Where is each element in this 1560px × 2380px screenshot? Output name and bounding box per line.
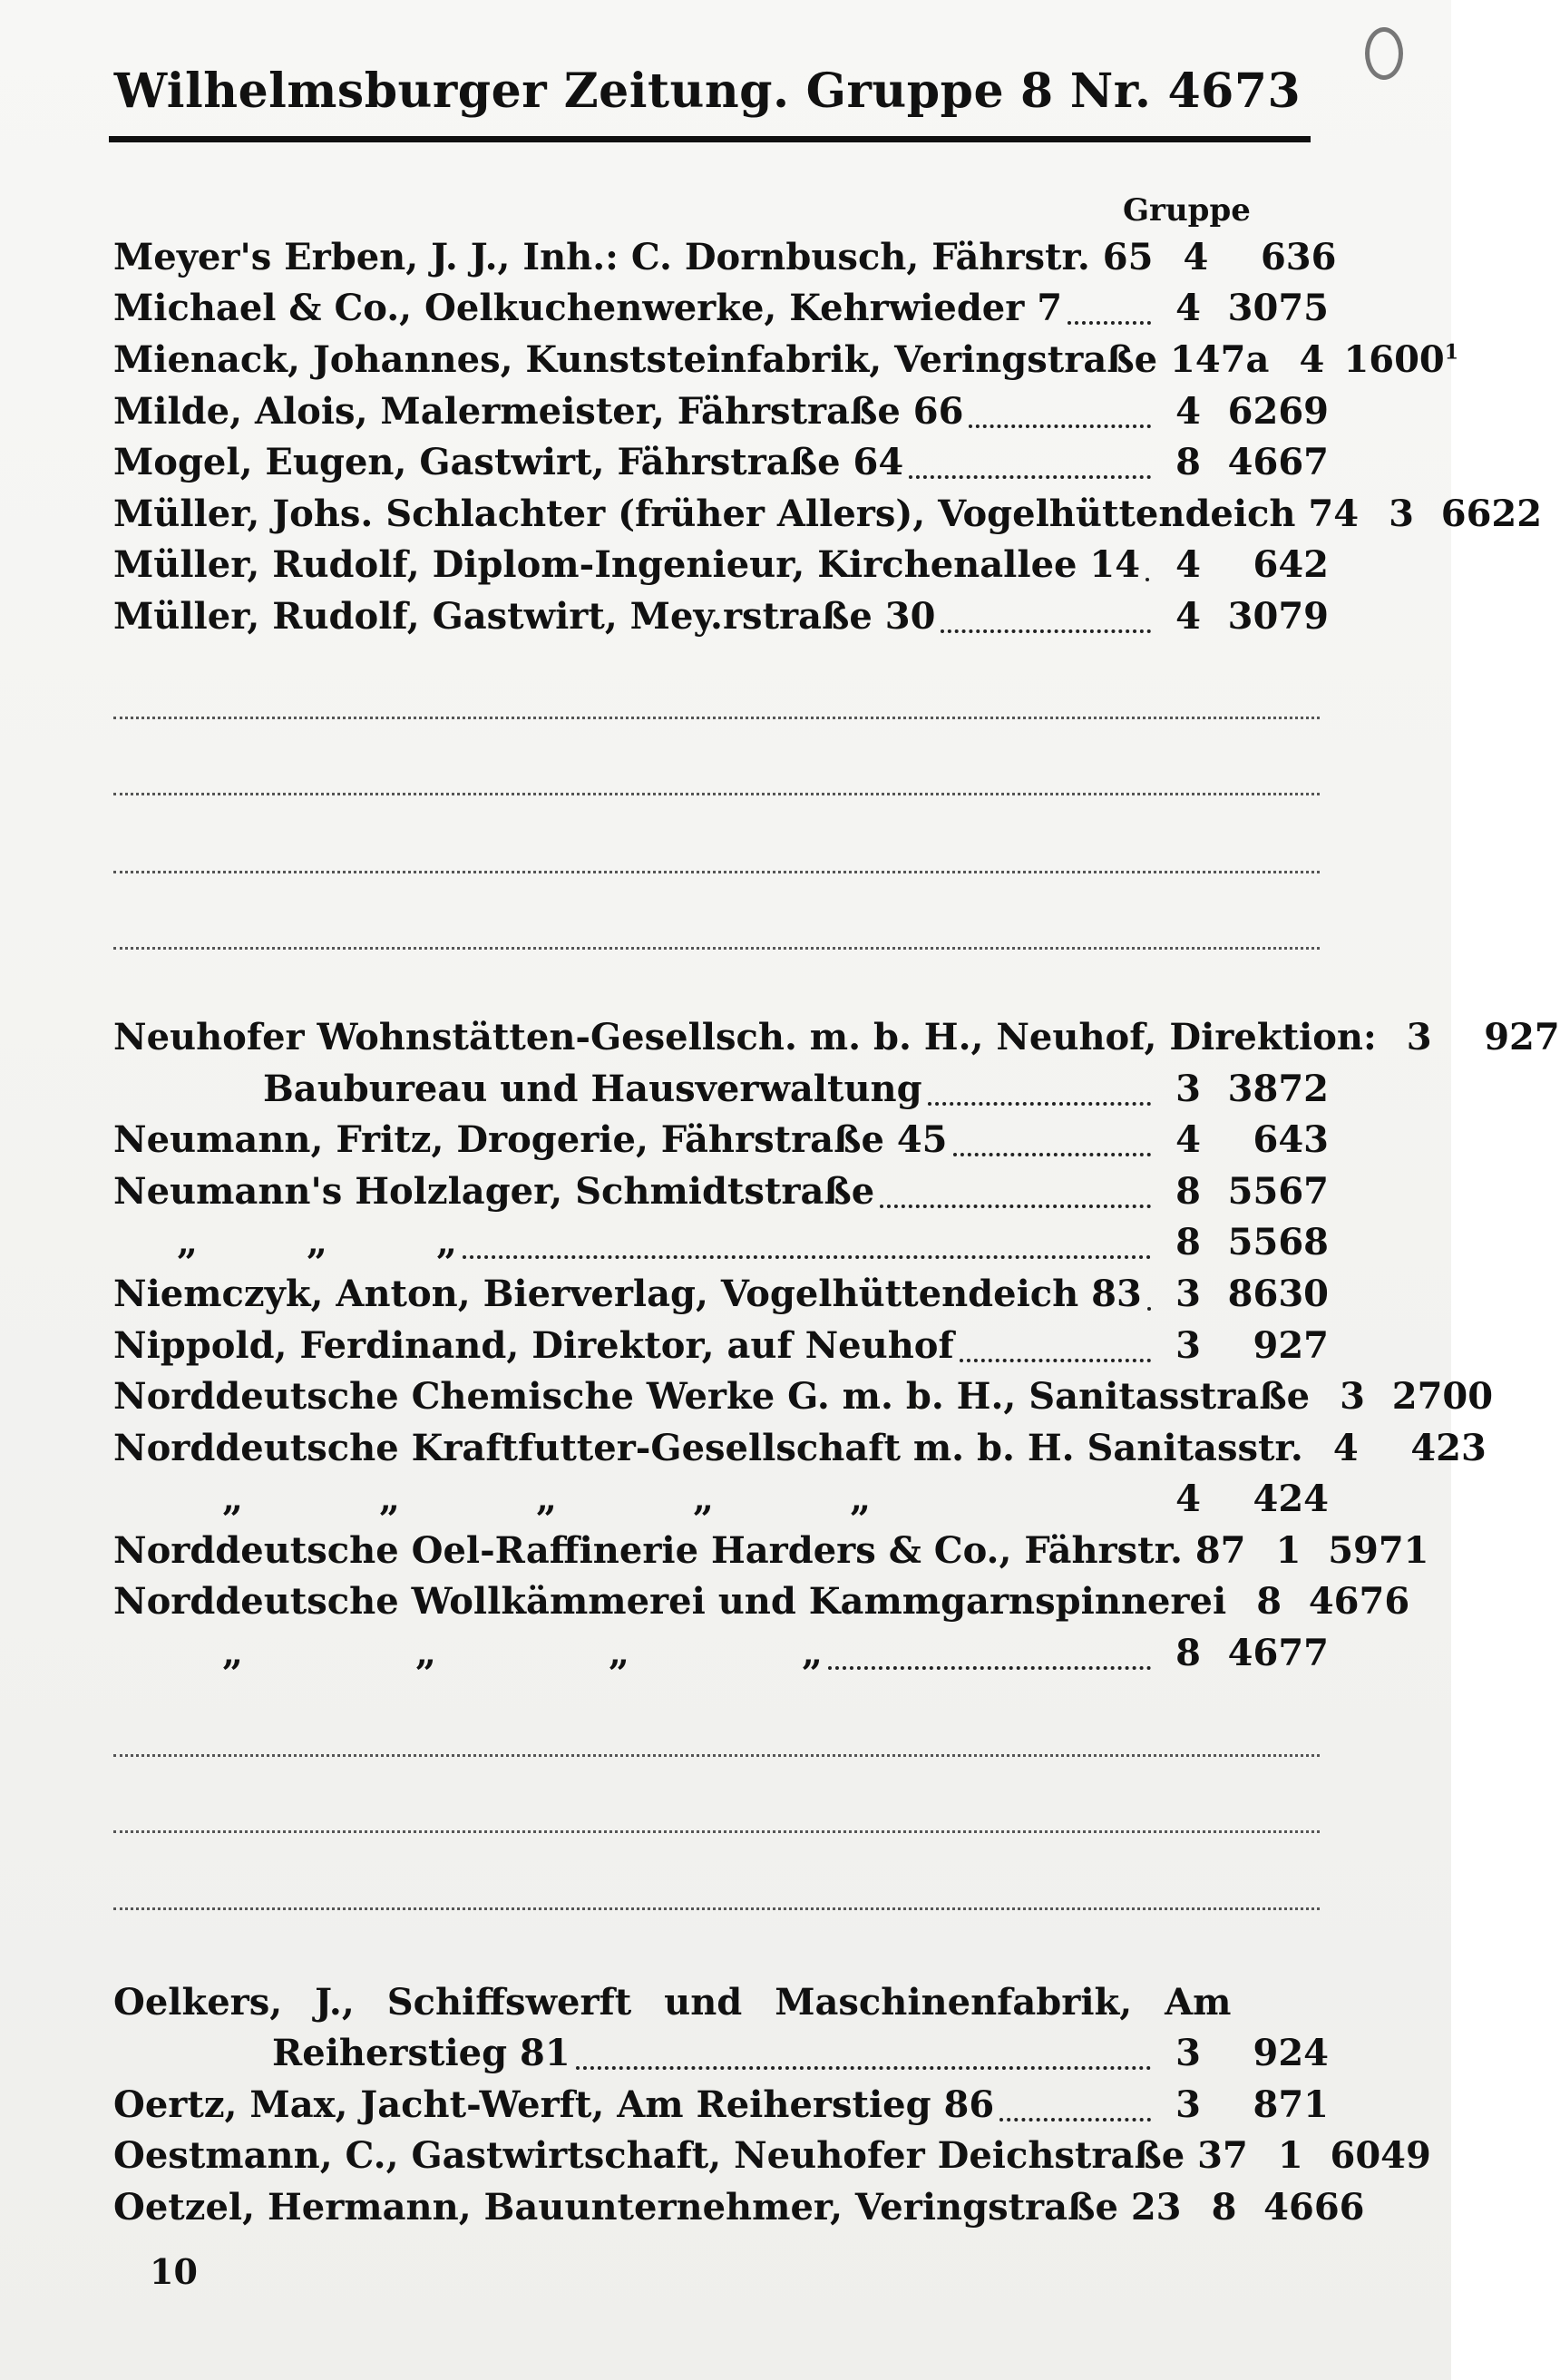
directory-entry: [113, 338, 1459, 387]
directory-entry: [113, 595, 1329, 644]
entry-name: Meyer's Erben, J. J., Inh.: C. Dornbusch, Fährstr. 65: [113, 236, 1154, 278]
ditto-mark: „: [415, 1632, 437, 1674]
dot-leader: [909, 466, 1151, 479]
entry-number: 643: [1253, 1118, 1329, 1161]
entry-name: Reiherstieg 81: [272, 2032, 570, 2074]
entry-group: 8: [1256, 1580, 1282, 1623]
entry-number: 4676: [1308, 1580, 1410, 1623]
directory-entry: [113, 390, 1329, 439]
entry-group: 3: [1406, 1016, 1432, 1058]
entry-number: 927: [1253, 1324, 1329, 1367]
entry-group: 4: [1175, 543, 1201, 586]
entry-number: 424: [1253, 1478, 1329, 1520]
directory-entry: [113, 1273, 1329, 1322]
entry-name: Neumann, Fritz, Drogerie, Fährstraße 45: [113, 1118, 948, 1161]
directory-entry: [113, 1375, 1494, 1424]
entry-name: Oestmann, C., Gastwirtschaft, Neuhofer Deichstraße 37: [113, 2134, 1248, 2177]
entry-number: 6269: [1227, 390, 1329, 433]
directory-entry: [113, 287, 1329, 336]
entry-name: Milde, Alois, Malermeister, Fährstraße 66: [113, 390, 964, 433]
entry-number: 642: [1253, 543, 1329, 586]
directory-entry: [113, 236, 1337, 285]
entry-number: 423: [1410, 1427, 1487, 1469]
ditto-marks: [113, 1221, 457, 1263]
dot-leader: [953, 1144, 1152, 1156]
dot-leader: [1146, 569, 1151, 581]
dot-leader: [828, 1657, 1151, 1670]
entry-number: 871: [1253, 2083, 1329, 2126]
dot-leader: [960, 1350, 1151, 1362]
header-gruppe-label: Gruppe: [805, 63, 1005, 119]
directory-entry: [113, 1427, 1487, 1476]
entry-number: 5971: [1328, 1529, 1429, 1572]
dot-leader: [576, 2057, 1151, 2070]
entry-name: Müller, Johs. Schlachter (früher Allers), Vogelhüttendeich 74: [113, 493, 1360, 535]
blank-entry-line: [113, 871, 1320, 873]
directory-entry: [113, 1580, 1410, 1629]
blank-entry-line: [113, 1754, 1320, 1757]
entry-footnote: 1: [1444, 340, 1459, 365]
entry-name: Nippold, Ferdinand, Direktor, auf Neuhof: [113, 1324, 954, 1367]
column-label-gruppe: Gruppe: [1123, 192, 1251, 229]
ditto-mark: „: [379, 1478, 401, 1520]
entry-number: 4666: [1263, 2186, 1365, 2229]
directory-entry: [113, 2083, 1329, 2132]
directory-entry: [113, 1324, 1329, 1373]
header-nr-label: Nr.: [1069, 63, 1152, 119]
entry-name: Oelkers, J., Schiffswerft und Maschinenfabrik, Am: [113, 1981, 1232, 2024]
entry-group: 1: [1275, 1529, 1302, 1572]
entry-group: 4: [1175, 1118, 1201, 1161]
entry-number: 636: [1260, 236, 1337, 278]
entry-group: 3: [1175, 2032, 1201, 2074]
ditto-mark: „: [693, 1478, 715, 1520]
directory-entry: [113, 543, 1329, 592]
entry-group: 8: [1175, 1170, 1201, 1213]
dot-leader: [463, 1246, 1151, 1259]
entry-name: Niemczyk, Anton, Bierverlag, Vogelhüttendeich 83: [113, 1273, 1142, 1315]
entry-group: 1: [1277, 2134, 1303, 2177]
directory-entry-ditto: [113, 1221, 1329, 1270]
entry-number: 3079: [1227, 595, 1329, 638]
entry-group: 4: [1175, 287, 1201, 329]
entry-group: 3: [1175, 1068, 1201, 1110]
dot-leader: [1068, 312, 1151, 325]
dot-leader: [880, 1195, 1151, 1208]
entry-group: 3: [1175, 1273, 1201, 1315]
ditto-mark: „: [307, 1221, 328, 1263]
punch-hole-mark: [1365, 27, 1403, 80]
directory-entry: [113, 1170, 1329, 1219]
ditto-mark: „: [609, 1632, 630, 1674]
ditto-mark: „: [802, 1632, 824, 1674]
entry-name: Norddeutsche Wollkämmerei und Kammgarnspinnerei: [113, 1580, 1227, 1623]
entry-group: 4: [1332, 1427, 1359, 1469]
entry-number: 2700: [1391, 1375, 1494, 1418]
entry-number: 3075: [1227, 287, 1329, 329]
newspaper-title: Wilhelmsburger Zeitung.: [113, 63, 790, 119]
entry-name: Oetzel, Hermann, Bauunternehmer, Veringstraße 23: [113, 2186, 1182, 2229]
entry-number: [1343, 338, 1459, 381]
blank-entry-line: [113, 1907, 1320, 1910]
directory-entry: [113, 2134, 1431, 2183]
dot-leader: [941, 620, 1151, 633]
entry-number: 924: [1253, 2032, 1329, 2074]
entry-group: 4: [1175, 595, 1201, 638]
entry-number: 5568: [1227, 1221, 1329, 1263]
entry-number: 6049: [1330, 2134, 1431, 2177]
ditto-marks: [113, 1632, 823, 1674]
entry-group: 8: [1175, 441, 1201, 483]
directory-entry: [113, 1118, 1329, 1167]
blank-entry-line: [113, 1830, 1320, 1833]
entry-name: Michael & Co., Oelkuchenwerke, Kehrwieder 7: [113, 287, 1063, 329]
blank-entry-line: [113, 947, 1320, 950]
entry-number: 4677: [1227, 1632, 1329, 1674]
directory-entry: [113, 2186, 1365, 2235]
entry-number: 3872: [1227, 1068, 1329, 1110]
entry-name: Müller, Rudolf, Diplom-Ingenieur, Kirchenallee 14: [113, 543, 1141, 586]
entry-number: 8630: [1227, 1273, 1329, 1315]
entry-name: Mienack, Johannes, Kunststeinfabrik, Veringstraße 147a: [113, 338, 1270, 381]
directory-entry: [113, 441, 1329, 490]
page-header: [109, 63, 1306, 119]
entry-number-value: 1600: [1343, 338, 1445, 381]
ditto-mark: „: [222, 1478, 244, 1520]
blank-entry-line: [113, 717, 1320, 719]
dot-leader: [969, 415, 1151, 428]
header-gruppe-value: 8: [1020, 63, 1054, 119]
header-nr-value: 4673: [1167, 63, 1302, 119]
entry-name: Oertz, Max, Jacht-Werft, Am Reiherstieg 86: [113, 2083, 995, 2126]
entry-group: 3: [1175, 1324, 1201, 1367]
entry-number: 4667: [1227, 441, 1329, 483]
header-rule: [109, 136, 1311, 142]
entry-group: 4: [1175, 1478, 1201, 1520]
entry-name: Norddeutsche Chemische Werke G. m. b. H., Sanitasstraße: [113, 1375, 1311, 1418]
ditto-mark: „: [436, 1221, 458, 1263]
entry-name: Baubureau und Hausverwaltung: [263, 1068, 922, 1110]
entry-name: Mogel, Eugen, Gastwirt, Fährstraße 64: [113, 441, 904, 483]
entry-group: 4: [1175, 390, 1201, 433]
entry-group: 3: [1175, 2083, 1201, 2126]
directory-entry: [113, 493, 1543, 541]
ditto-mark: „: [222, 1632, 244, 1674]
directory-entry: [263, 1068, 1329, 1117]
entry-group: 4: [1183, 236, 1209, 278]
ditto-mark: „: [536, 1478, 558, 1520]
entry-number: 927: [1484, 1016, 1560, 1058]
dot-leader: [1147, 1298, 1151, 1311]
entry-group: 8: [1175, 1221, 1201, 1263]
entry-group: 8: [1211, 2186, 1237, 2229]
blank-entry-line: [113, 793, 1320, 795]
ditto-mark: „: [177, 1221, 199, 1263]
entry-group: 8: [1175, 1632, 1201, 1674]
dot-leader: [999, 2109, 1151, 2122]
directory-entry: [113, 1981, 1329, 2030]
entry-number: 6622: [1440, 493, 1543, 535]
directory-entry: [113, 1016, 1560, 1065]
entry-name: Neuhofer Wohnstätten-Gesellsch. m. b. H., Neuhof, Direktion:: [113, 1016, 1377, 1058]
directory-entry: [272, 2032, 1329, 2081]
entry-name: Müller, Rudolf, Gastwirt, Mey.rstraße 30: [113, 595, 936, 638]
directory-entry-ditto: [113, 1632, 1329, 1681]
dot-leader: [928, 1093, 1151, 1106]
no-leader: [876, 1503, 1151, 1516]
ditto-marks: [113, 1478, 871, 1520]
entry-group: 4: [1299, 338, 1325, 381]
entry-name: Norddeutsche Oel-Raffinerie Harders & Co., Fährstr. 87: [113, 1529, 1246, 1572]
ditto-mark: „: [850, 1478, 872, 1520]
entry-name: Neumann's Holzlager, Schmidtstraße: [113, 1170, 875, 1213]
directory-entry-ditto: [113, 1478, 1329, 1527]
entry-number: 5567: [1227, 1170, 1329, 1213]
entry-group: 3: [1340, 1375, 1365, 1418]
entry-group: 3: [1389, 493, 1415, 535]
page-number: 10: [150, 2251, 198, 2292]
directory-entry: [113, 1529, 1429, 1578]
entry-name: Norddeutsche Kraftfutter-Gesellschaft m. b. H. Sanitasstr.: [113, 1427, 1303, 1469]
